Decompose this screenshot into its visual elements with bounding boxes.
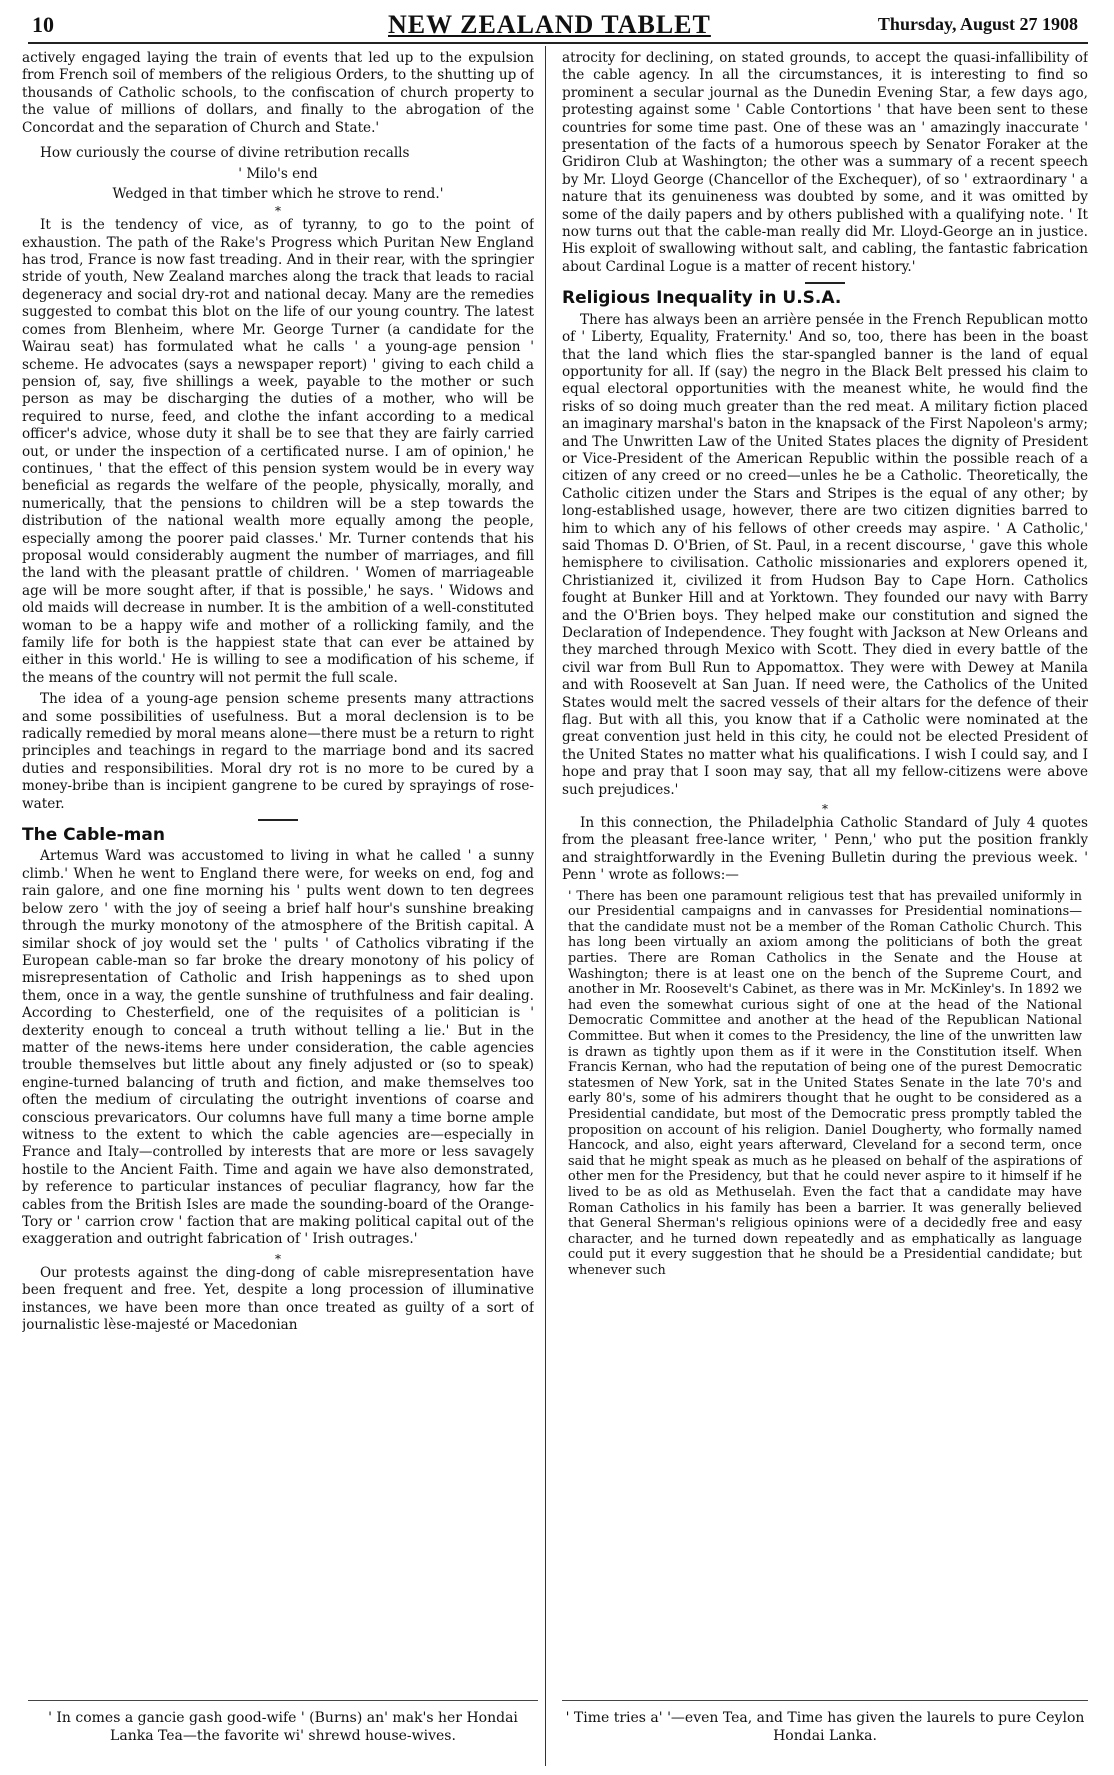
page-number: 10 [32,12,54,37]
issue-date: Thursday, August 27 1908 [877,14,1078,34]
article-paragraph: There has always been an arrière pensée in the French Republican motto of ' Liberty, Equality, Fraternity.' And so, too, there has been in the boast that the land which flies the star-spangled banner is the land of equal opportunity for all. If (say) the negro in the Black Belt pressed his claim to equal electoral opportunities with the meanest white, he would find the risks of so doing much greater than the red meat. A military fiction placed an imaginary marshal's baton in the knapsack of the First Napoleon's army; and The Unwritten Law of the United States places the dignity of President or Vice-President of the American Republic within the possible reach of a citizen of any creed or no creed—unles he be a Catholic. Theoretically, the Catholic citizen under the Stars and Stripes is the equal of any other; by long-established usage, however, there are two citizen dignities barred to him to which any of his fellows of other creeds may aspire. ' A Catholic,' said Thomas D. O'Brien, of St. Paul, in a recent discourse, ' gave this whole hemisphere to civilisation. Catholic missionaries and explorers opened it, Christianized it, civilized it from Hudson Bay to Cape Horn. Catholics fought at Bunker Hill and at Yorktown. They founded our navy with Barry and the O'Brien boys. They helped make our constitution and signed the Declaration of Independence. They fought with Jackson at New Orleans and they marched through Mexico with Scott. They died in every battle of the civil war from Bull Run to Appomattox. They were with Dewey at Manila and with Roosevelt at San Juan. If need were, the Catholics of the United States would melt the sacred vessels of their altars for the defence of their flag. But with all this, you know that if a Catholic were nominated at the great convention just held in this city, he could not be elected President of the United States no matter what his qualifications. I wish I could say, and I hope and pray that I soon may say, that all my fellow-citizens were above such prejudices.' [562,311,1088,798]
section-heading-cable-man: The Cable-man [22,825,165,846]
column-divider [545,46,546,1766]
separator-star: * [822,802,828,817]
article-paragraph: In this connection, the Philadelphia Catholic Standard of July 4 quotes from the pleasant free-lance writer, ' Penn,' who put the position frankly and straightforwardly in the Evening Bulletin during the previous week. ' Penn ' wrote as follows:— [562,815,1088,884]
left-column [22,50,534,1690]
footer-advert-right: ' Time tries a' '—even Tea, and Time has given the laurels to pure Ceylon Hondai Lanka. [562,1700,1088,1769]
publication-title: NEW ZEALAND TABLET [388,10,711,39]
article-paragraph: How curiously the course of divine retribution recalls [40,145,410,162]
footer-advert-left: ' In comes a gancie gash good-wife ' (Burns) an' mak's her Hondai Lanka Tea—the favorite wi' shrewd house-wives. [28,1700,538,1769]
section-heading-religious-inequality: Religious Inequality in U.S.A. [562,288,842,309]
article-paragraph: atrocity for declining, on stated grounds, to accept the quasi-infallibility of the cable agency. In all the circumstances, it is interesting to find so prominent a secular journal as the Dunedin Evening Star, a few days ago, protesting against some ' Cable Contortions ' that have been sent to these countries for some time past. One of these was an ' amazingly inaccurate ' presentation of the facts of a humorous speech by Senator Foraker at the Gridiron Club at Washington; the other was a summary of a recent speech by Mr. Lloyd George (Chancellor of the Exchequer), of so ' extraordinary ' a nature that its genuineness was doubted by some, and it was omitted by some of the daily papers and by others published with a qualifying note. ' It now turns out that the cable-man really did Mr. Lloyd-George an in justice. His exploit of swallowing without salt, and cabling, the fantastic fabrication about Cardinal Logue is a matter of recent history.' [562,50,1088,275]
section-rule [258,819,298,821]
article-paragraph: Artemus Ward was accustomed to living in what he called ' a sunny climb.' When he went to England there were, for weeks on end, fog and rain galore, and one fine morning his ' pults went down to ten degrees below zero ' with the joy of seeing a brief half hour's sunshine breaking through the murky monotony of the atmosphere of the British capital. A similar shock of joy would set the ' pults ' of Catholics vibrating if the European cable-man so far broke the dreary monotony of his policy of misrepresentation of Catholic and Irish happenings as to shed upon them, once in a way, the gentle sunshine of truthfulness and fair dealing. According to Chesterfield, one of the requisites of a politician is ' dexterity enough to conceal a truth without telling a lie.' But in the matter of the news-items here under consideration, the cable agencies trouble themselves but little about any finely adjusted or (so to speak) engine-turned balancing of truth and fiction, and make themselves too often the medium of circulating the outright inventions of coarse and conscious prevaricators. Our columns have full many a time borne ample witness to the extent to which the cable agencies are—especially in France and Italy—controlled by interests that are more or less savagely hostile to the Ancient Faith. Time and again we have also demonstrated, by reference to particular instances of peculiar flagrancy, how far the cables from the British Isles are made the sounding-board of the Orange-Tory or ' carrion crow ' faction that are making political capital out of the exaggeration and outright fabrication of ' Irish outrages.' [22,848,534,1248]
page-header [28,8,1088,44]
right-column [562,50,1088,1690]
article-paragraph: Our protests against the ding-dong of cable misrepresentation have been frequent and free. Yet, despite a long procession of illuminative instances, we have been more than once treated as guilty of a sort of journalistic lèse-majesté or Macedonian [22,1264,534,1334]
verse-line: ' Milo's end [238,166,318,183]
separator-star: * [275,204,281,219]
article-paragraph: The idea of a young-age pension scheme presents many attractions and some possibilities of usefulness. But a moral declension is to be radically remedied by moral means alone—there must be a return to right principles and teachings in regard to the marriage bond and its sacred duties and responsibilities. Moral dry rot is no more to be cured by a money-bribe than is incipient gangrene to be cured by sprayings of rose-water. [22,691,534,812]
verse-line: Wedged in that timber which he strove to rend.' [112,185,444,202]
article-paragraph: It is the tendency of vice, as of tyranny, to go to the point of exhaustion. The path of the Rake's Progress which Puritan New England has trod, France is now fast treading. And in their rear, with the springier stride of youth, New Zealand marches along the track that leads to racial degeneracy and social dry-rot and national decay. Many are the remedies suggested to combat this blot on the life of our young country. The latest comes from Blenheim, where Mr. George Turner (a candidate for the Wairau seat) has formulated what he calls ' a young-age pension ' scheme. He advocates (says a newspaper report) ' giving to each child a pension of, say, five shillings a week, payable to the mother or such person as may be discharging the duties of a mother, who will be required to nurse, feed, and clothe the infant according to a medical officer's advice, whose duty it shall be to see that they are fairly carried out, or under the inspection of a certificated nurse. I am of opinion,' he continues, ' that the effect of this pension system would be in every way beneficial as regards the welfare of the people, physically, morally, and numerically, that the pensions to children will be a step towards the distribution of the national wealth more equally among the people, especially among the poorer paid classes.' Mr. Turner contends that his proposal would considerably augment the number of marriages, and fill the land with the pleasant prattle of children. ' Women of marriageable age will be more sought after, if that is possible,' he says. ' Widows and old maids will decrease in number. It is the ambition of a well-constituted woman to be a happy wife and mother of a rollicking family, and the family life for both is the happiest state that can ever be attained by either in this world.' He is willing to see a modification of his scheme, if the means of the country will not permit the full scale. [22,217,534,686]
separator-star: * [275,1251,281,1266]
block-quote: ' There has been one paramount religious test that has prevailed uniformly in our Presidential campaigns and in canvasses for Presidential nominations—that the candidate must not be a member of the Roman Catholic Church. This has long been virtually an axiom among the politicians of both the great parties. There are Roman Catholics in the Senate and the House at Washington; there is at least one on the bench of the Supreme Court, and another in Mr. Roosevelt's Cabinet, as there was in Mr. McKinley's. In 1892 we had even the somewhat curious sight of one at the head of the National Democratic Committee and another at the head of the Republican National Committee. But when it comes to the Presidency, the line of the unwritten law is drawn as tightly upon them as if it were in the Constitution itself. When Francis Kernan, who had the reputation of being one of the purest Democratic statesmen of New York, sat in the United States Senate in the late 70's and early 80's, some of his admirers thought that he ought to be considered as a Presidential candidate, but most of the Democratic press promptly tabled the proposition on account of his religion. Daniel Dougherty, who formally named Hancock, and also, eight years afterward, Cleveland for a second term, once said that he might speak as much as he pleased on behalf of the aspirations of other men for the Presidency, but that he could never aspire to it himself if he lived to be as old as Methuselah. Even the fact that a candidate may have Roman Catholics in his family has been a barrier. It was generally believed that General Sherman's religious opinions were of a decidedly free and easy character, and he turned down repeatedly and as emphatically as language could put it every suggestion that he should be a Presidential candidate; but whenever such [568,888,1082,1278]
article-paragraph: actively engaged laying the train of events that led up to the expulsion from French soil of members of the religious Orders, to the shutting up of thousands of Catholic schools, to the confiscation of church property to the value of millions of dollars, and finally to the abrogation of the Concordat and the separation of Church and State.' [22,50,534,136]
section-rule [805,282,845,284]
